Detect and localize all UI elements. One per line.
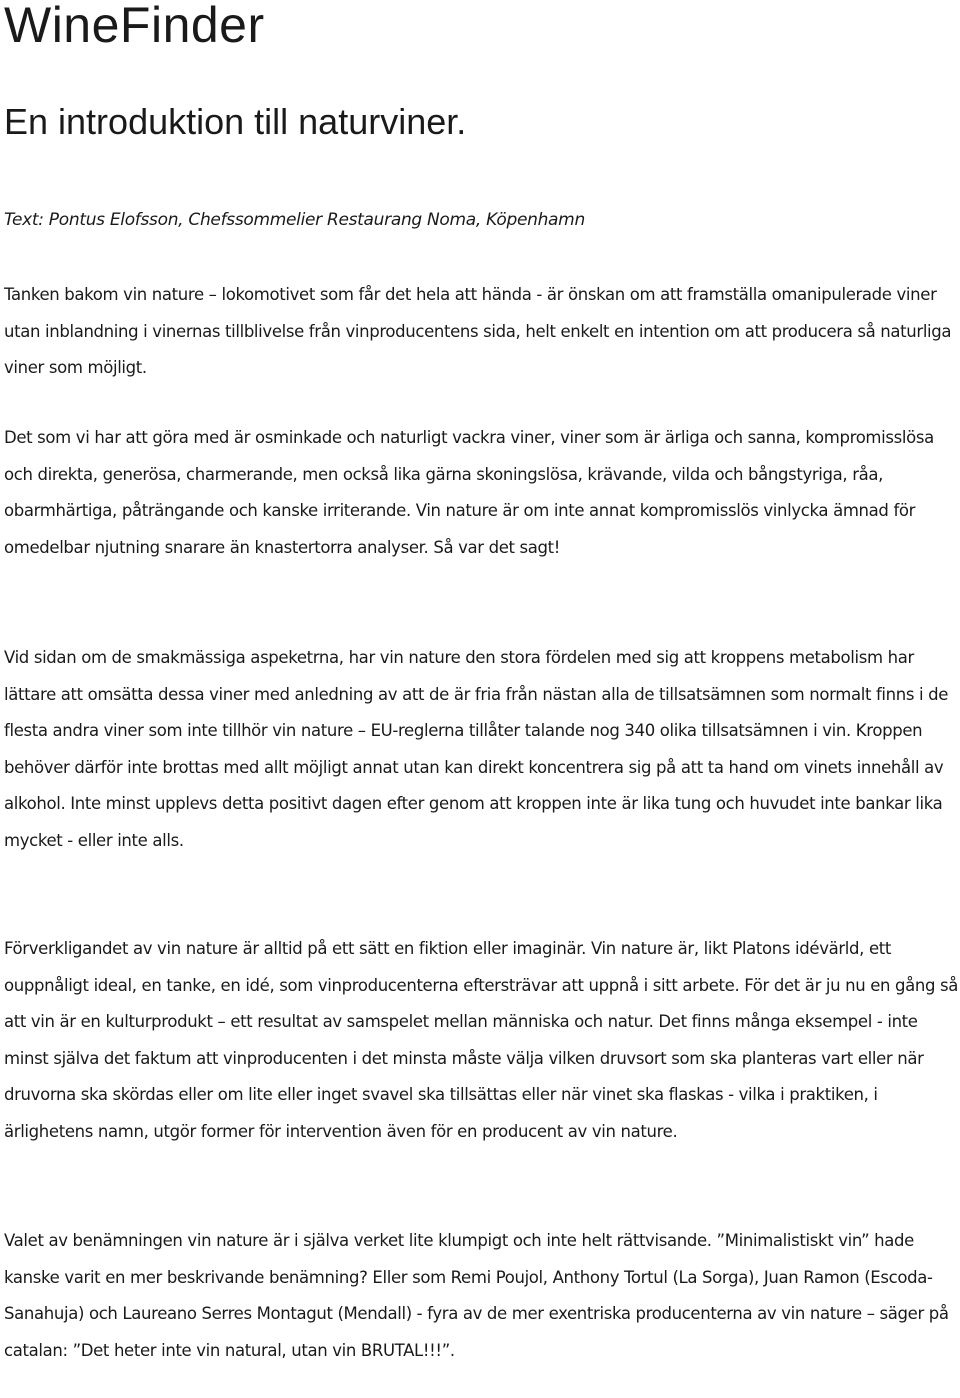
site-logo-text: WineFinder xyxy=(4,0,265,53)
article-paragraph-1: Det som vi har att göra med är osminkade och naturligt vackra viner, viner som är ärliga och sanna, kompromisslösa och direkta, generösa, charmerande, men också lika gärna skoningslösa, krävande, vilda och bångstyriga, råa, obarmhärtiga, påträngande och kanske irriterande. Vin nature är om inte annat kompromisslös vinlycka ämnad för omedelbar njutning snarare än knastertorra analyser. Så var det sagt! xyxy=(4,428,934,557)
article-byline: Text: Pontus Elofsson, Chefssommelier Restaurang Noma, Köpenhamn xyxy=(4,210,585,230)
article-intro: Tanken bakom vin nature – lokomotivet som får det hela att hända - är önskan om att framställa omanipulerade viner utan inblandning i vinernas tillblivelse från vinproducentens sida, helt enkelt en intention om att producera så naturliga viner som möjligt. xyxy=(4,285,952,377)
article-paragraph-4: Valet av benämningen vin nature är i själva verket lite klumpigt och inte helt rättvisande. ”Minimalistiskt vin” hade kanske varit en mer beskrivande benämning? Eller som Remi Poujol, Anthony Tortul (La Sorga), Juan Ramon (Escoda-Sanahuja) och Laureano Serres Montagut (Mendall) - fyra av de mer exentriska producenterna av vin nature – säger på catalan: ”Det heter inte vin natural, utan vin BRUTAL!!!”. xyxy=(4,1231,949,1360)
article-paragraph-3: Förverkligandet av vin nature är alltid på ett sätt en fiktion eller imaginär. Vin nature är, likt Platons idévärld, ett ouppnåligt ideal, en tanke, en idé, som vinproducenterna eftersträvar att uppnå i sitt arbete. För det är ju nu en gång så att vin är en kulturprodukt – ett resultat av samspelet mellan människa och natur. Det finns många eksempel - inte minst själva det faktum att vinproducenten i det minsta måste välja vilken druvsort som ska planteras vart eller när druvorna ska skördas eller om lite eller inget svavel ska tillsättas eller när vinet ska flaskas - vilka i praktiken, i ärlighetens namn, utgör former för intervention även för en producent av vin nature. xyxy=(4,939,959,1141)
article-title: En introduktion till naturviner. xyxy=(4,101,467,142)
article-paragraph-2: Vid sidan om de smakmässiga aspeketrna, har vin nature den stora fördelen med sig att kroppens metabolism har lättare att omsätta dessa viner med anledning av att de är fria från nästan alla de tillsatsämnen som normalt finns i de flesta andra viner som inte tillhör vin nature – EU-reglerna tillåter talande nog 340 olika tillsatsämnen i vin. Kroppen behöver därför inte brottas med allt möjligt annat utan kan direkt koncentrera sig på att ta hand om vinets innehåll av alkohol. Inte minst upplevs detta positivt dagen efter genom att kroppen inte är lika tung och huvudet inte bankar lika mycket - eller inte alls. xyxy=(4,648,949,850)
